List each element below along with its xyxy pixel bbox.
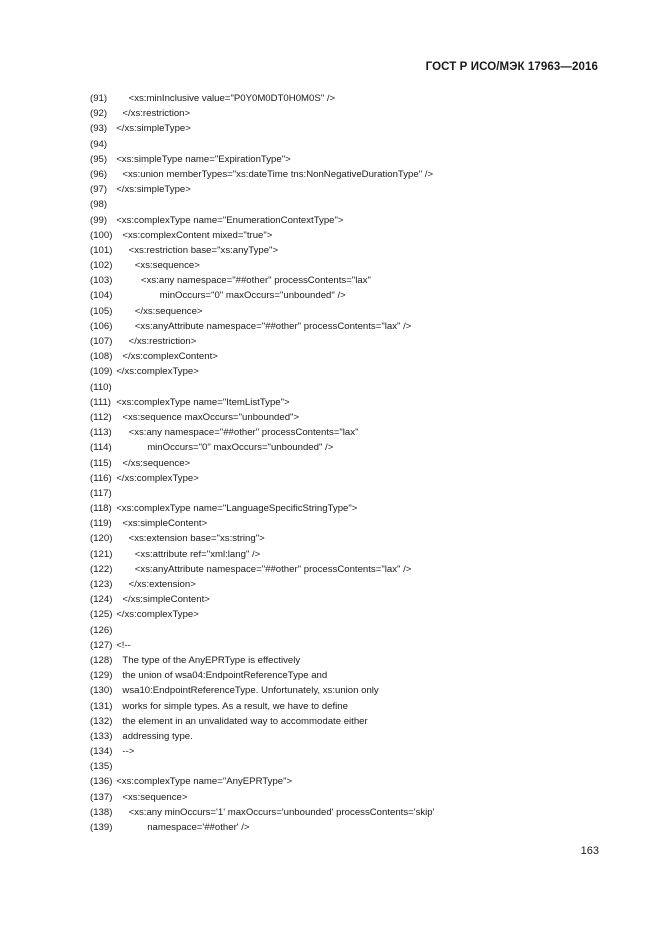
line-number: (99) <box>90 214 108 226</box>
code-line <box>90 152 610 167</box>
code-line <box>90 562 610 577</box>
page-number: 163 <box>580 845 599 857</box>
code-line <box>90 516 610 531</box>
code-line <box>90 334 610 349</box>
code-line <box>90 699 610 714</box>
line-text: <xs:complexType name="EnumerationContextType"> <box>116 214 344 226</box>
line-number: (112) <box>90 411 112 423</box>
code-line <box>90 395 610 410</box>
line-text: </xs:simpleContent> <box>122 594 210 606</box>
line-text: <xs:anyAttribute namespace="##other" processContents="lax" /> <box>134 563 412 575</box>
line-number: (120) <box>90 533 113 545</box>
line-number: (104) <box>90 290 113 302</box>
code-line <box>90 410 610 425</box>
line-text: <xs:restriction base="xs:anyType"> <box>128 244 279 256</box>
line-number: (108) <box>90 351 113 363</box>
line-number: (95) <box>90 153 108 165</box>
line-text: </xs:sequence> <box>122 457 191 469</box>
line-number: (103) <box>90 275 113 287</box>
line-number: (97) <box>90 184 108 196</box>
line-number: (94) <box>90 138 108 150</box>
code-line <box>90 592 610 607</box>
line-number: (126) <box>90 624 113 636</box>
line-number: (137) <box>90 791 113 803</box>
line-number: (129) <box>90 670 113 682</box>
line-number: (101) <box>90 244 113 256</box>
document-standard-header: ГОСТ Р ИСО/МЭК 17963—2016 <box>425 61 598 73</box>
line-text: <xs:minInclusive value="P0Y0M0DT0H0M0S" /> <box>128 93 336 104</box>
line-number: (106) <box>90 320 113 332</box>
line-number: (127) <box>90 639 113 651</box>
line-number: (138) <box>90 806 113 818</box>
line-text: the element in an unvalidated way to accommodate either <box>122 715 368 727</box>
line-text: <xs:complexType name="ItemListType"> <box>116 396 290 408</box>
line-text: The type of the AnyEPRType is effectively <box>122 654 301 666</box>
line-text: <xs:sequence maxOccurs="unbounded"> <box>122 411 300 423</box>
line-number: (113) <box>90 427 112 439</box>
code-line <box>90 440 610 455</box>
line-text: </xs:restriction> <box>128 336 197 347</box>
line-text: <xs:any minOccurs='1' maxOccurs='unbounded' processContents='skip' <box>128 806 435 818</box>
code-line <box>90 729 610 744</box>
line-text: <xs:complexContent mixed="true"> <box>122 229 273 241</box>
line-number: (115) <box>90 457 112 469</box>
line-text: <!-- <box>116 639 131 651</box>
line-text: minOccurs="0" maxOccurs="unbounded" /> <box>147 442 334 454</box>
line-text: <xs:sequence> <box>122 791 188 803</box>
line-number: (124) <box>90 594 113 606</box>
line-text: <xs:sequence> <box>134 260 200 272</box>
code-line <box>90 91 610 106</box>
code-line <box>90 425 610 440</box>
line-number: (119) <box>90 518 112 530</box>
code-line <box>90 547 610 562</box>
line-number: (131) <box>90 700 113 712</box>
code-line <box>90 805 610 820</box>
code-line <box>90 349 610 364</box>
line-text: <xs:any namespace="##other" processContents="lax" <box>128 427 359 439</box>
line-number: (109) <box>90 366 113 378</box>
line-number: (107) <box>90 336 113 347</box>
line-number: (105) <box>90 305 113 317</box>
line-number: (92) <box>90 108 108 120</box>
code-line <box>90 197 610 212</box>
line-text: <xs:complexType name="AnyEPRType"> <box>116 776 293 788</box>
code-line <box>90 607 610 622</box>
line-number: (136) <box>90 776 113 788</box>
line-text: --> <box>122 746 135 758</box>
line-number: (111) <box>90 396 111 408</box>
code-line <box>90 759 610 774</box>
line-text: </xs:complexContent> <box>122 351 218 363</box>
code-line <box>90 319 610 334</box>
code-line <box>90 213 610 228</box>
line-number: (114) <box>90 442 112 454</box>
line-number: (116) <box>90 472 112 484</box>
line-text: <xs:attribute ref="xml:lang" /> <box>134 548 261 560</box>
line-text: </xs:extension> <box>128 579 196 590</box>
code-line <box>90 106 610 121</box>
code-line <box>90 273 610 288</box>
code-line <box>90 121 610 136</box>
code-line <box>90 456 610 471</box>
line-number: (110) <box>90 381 112 393</box>
line-number: (98) <box>90 199 108 211</box>
line-text: works for simple types. As a result, we have to define <box>122 700 348 712</box>
code-line <box>90 243 610 258</box>
code-line <box>90 137 610 152</box>
line-number: (122) <box>90 563 113 575</box>
code-line <box>90 790 610 805</box>
code-line <box>90 774 610 789</box>
line-number: (133) <box>90 730 113 742</box>
line-number: (117) <box>90 487 112 499</box>
line-text: the union of wsa04:EndpointReferenceType and <box>122 670 328 682</box>
code-line <box>90 304 610 319</box>
line-number: (139) <box>90 822 113 833</box>
line-number: (93) <box>90 123 108 135</box>
code-line <box>90 501 610 516</box>
line-text: </xs:complexType> <box>116 472 199 484</box>
line-text: minOccurs="0" maxOccurs="unbounded" /> <box>159 290 346 302</box>
code-line <box>90 668 610 683</box>
code-line <box>90 364 610 379</box>
line-number: (100) <box>90 229 113 241</box>
line-text: </xs:simpleType> <box>116 184 191 196</box>
line-text: <xs:simpleType name="ExpirationType"> <box>116 153 291 165</box>
code-listing <box>90 91 610 835</box>
line-text: wsa10:EndpointReferenceType. Unfortunately, xs:union only <box>122 685 379 697</box>
line-number: (134) <box>90 746 113 758</box>
code-line <box>90 744 610 759</box>
line-text: addressing type. <box>122 730 193 742</box>
line-number: (118) <box>90 503 112 515</box>
line-text: <xs:anyAttribute namespace="##other" processContents="lax" /> <box>134 320 412 332</box>
line-text: <xs:union memberTypes="xs:dateTime tns:NonNegativeDurationType" /> <box>122 168 434 180</box>
line-number: (128) <box>90 654 113 666</box>
code-line <box>90 486 610 501</box>
line-number: (125) <box>90 609 113 621</box>
code-line <box>90 577 610 592</box>
line-text: </xs:simpleType> <box>116 123 191 135</box>
code-line <box>90 380 610 395</box>
code-line <box>90 471 610 486</box>
line-text: </xs:restriction> <box>122 108 191 120</box>
code-line <box>90 228 610 243</box>
line-number: (132) <box>90 715 113 727</box>
line-text: </xs:sequence> <box>134 305 203 317</box>
code-line <box>90 258 610 273</box>
line-text: </xs:complexType> <box>116 609 199 621</box>
line-number: (96) <box>90 168 108 180</box>
line-number: (121) <box>90 548 113 560</box>
code-line <box>90 182 610 197</box>
code-line <box>90 531 610 546</box>
code-line <box>90 714 610 729</box>
line-text: <xs:complexType name="LanguageSpecificStringType"> <box>116 503 358 515</box>
code-line <box>90 683 610 698</box>
line-text: </xs:complexType> <box>116 366 199 378</box>
line-number: (135) <box>90 761 113 773</box>
line-number: (123) <box>90 579 113 590</box>
code-line <box>90 638 610 653</box>
line-text: <xs:extension base="xs:string"> <box>128 533 265 545</box>
code-line <box>90 820 610 835</box>
line-number: (91) <box>90 93 108 104</box>
line-number: (102) <box>90 260 113 272</box>
code-line <box>90 653 610 668</box>
line-text: <xs:any namespace="##other" processContents="lax" <box>141 275 371 287</box>
line-number: (130) <box>90 685 113 697</box>
code-line <box>90 623 610 638</box>
line-text: namespace='##other' /> <box>147 822 250 833</box>
code-line <box>90 167 610 182</box>
line-text: <xs:simpleContent> <box>122 518 208 530</box>
code-line <box>90 288 610 303</box>
